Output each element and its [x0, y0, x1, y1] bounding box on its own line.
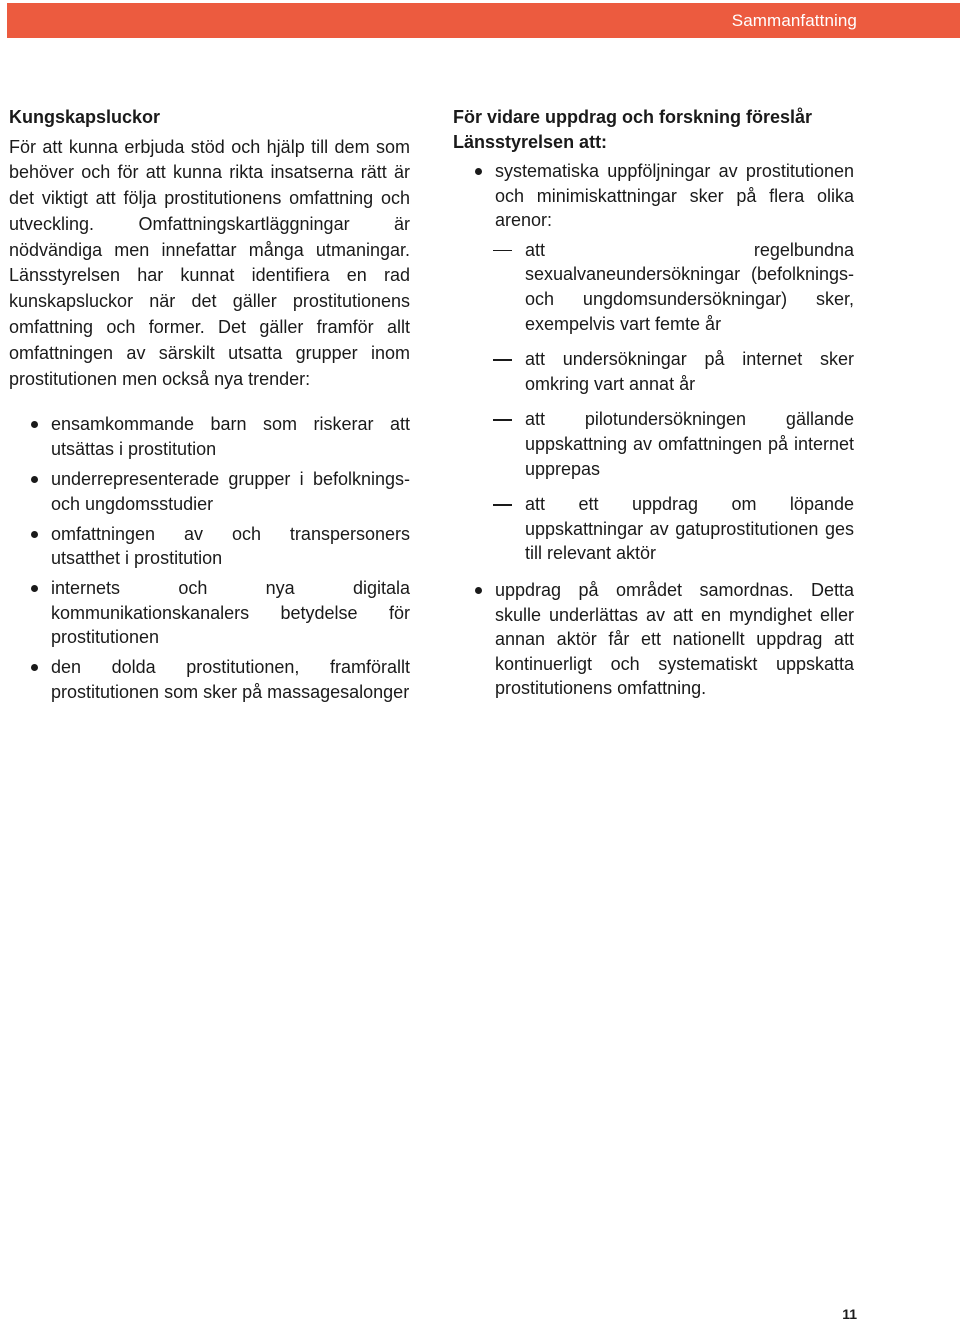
sub-list [453, 238, 854, 566]
dash-icon [493, 359, 512, 361]
bullet-icon [31, 531, 38, 538]
sub-list-item: att regelbundna sexualvaneundersökningar (befolknings- och ungdomsundersökningar) sker, exempelvis vart femte år [453, 238, 854, 336]
proposals-heading: För vidare uppdrag och forskning föreslår Länsstyrelsen att: [453, 107, 813, 152]
bullet-icon [31, 664, 38, 671]
bullet-icon [31, 585, 38, 592]
list-item: internets och nya digitala kommunikationskanalers betydelse för prostitutionen [9, 576, 410, 650]
section-title: Sammanfattning [731, 11, 857, 30]
bullet-icon [475, 168, 482, 175]
list-item: uppdrag på området samordnas. Detta skulle underlättas av att en myndighet eller annan aktör får ett nationellt uppdrag att kontinuerligt och systematiskt uppskatta prostitutionens omfattning. [453, 578, 854, 701]
knowledge-gaps-heading: Kungskapsluckor [9, 107, 161, 127]
knowledge-gaps-paragraph: För att kunna erbjuda stöd och hjälp till dem som behöver och för att kunna rikta insatserna rätt är det viktigt att följa prostitutionens omfattning och utveckling. Omfattningskartläggningar är nödvändiga men innefattar många utmaningar. Länsstyrelsen har kunnat identifiera en rad kunskapsluckor när det gäller prostitutionens omfattning och former. Det gäller framför allt omfattningen av särskilt utsatta grupper inom prostitutionen men också nya trender: [9, 136, 410, 389]
sub-list-item: att ett uppdrag om löpande uppskattningar av gatuprostitutionen ges till relevant aktör [453, 492, 854, 566]
dash-icon [493, 504, 512, 506]
bullet-icon [31, 476, 38, 483]
dash-icon [493, 419, 512, 421]
list-item: omfattningen av och transpersoners utsatthet i prostitution [9, 522, 410, 571]
list-item: systematiska uppföljningar av prostitutionen och minimiskattningar sker på flera olika arenor: att regelbundna sexualvaneundersökningar (befolknings- och ungdomsundersökningar) sker, exempelvis vart femte år att undersökningar på internet sker omkring vart annat år att pilotundersökningen gällande uppskattning av omfattningen på internet upprepas att ett uppdrag om löpande uppskattningar av gatuprostitutionen ges till relevant aktör [453, 159, 854, 566]
left-column [9, 105, 410, 710]
right-column [453, 105, 854, 713]
list-item: den dolda prostitutionen, framförallt prostitutionen som sker på massagesalonger [9, 655, 410, 704]
sub-list-item: att undersökningar på internet sker omkring vart annat år [453, 347, 854, 396]
list-item: underrepresenterade grupper i befolknings- och ungdomsstudier [9, 467, 410, 516]
dash-icon [493, 250, 512, 252]
knowledge-gaps-list [9, 412, 410, 704]
proposals-list [453, 159, 854, 701]
bullet-icon [31, 421, 38, 428]
sub-list-item: att pilotundersökningen gällande uppskattning av omfattningen på internet upprepas [453, 407, 854, 481]
bullet-icon [475, 587, 482, 594]
list-item: ensamkommande barn som riskerar att utsättas i prostitution [9, 412, 410, 461]
page-number: 11 [842, 1306, 857, 1322]
header-bar [7, 3, 960, 38]
